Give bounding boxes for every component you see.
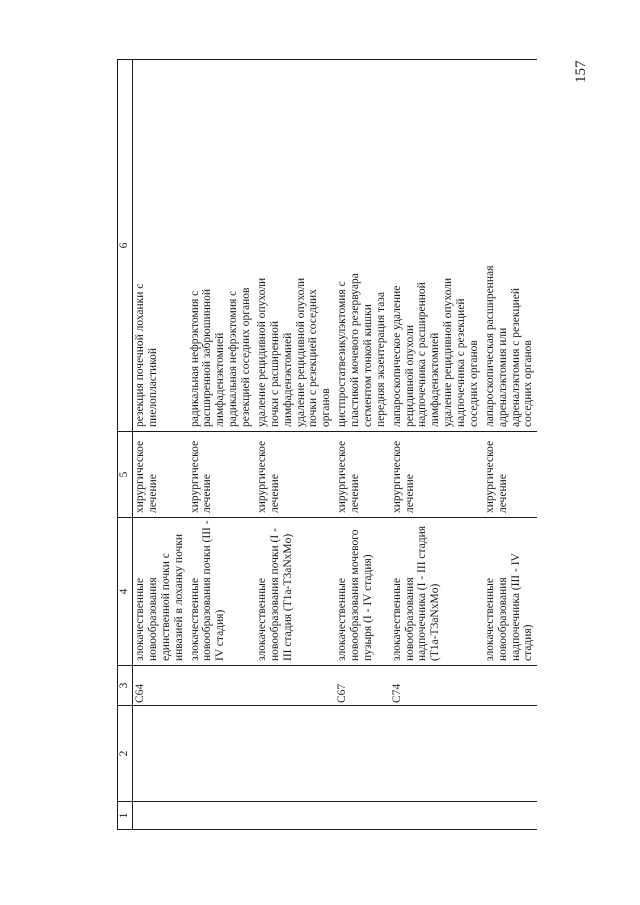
treatment-cell xyxy=(255,432,335,518)
table-row xyxy=(188,60,255,830)
method-line: сегментом тонкой кишки xyxy=(361,304,374,427)
table-row xyxy=(255,60,335,830)
method-line: пиелопластикой xyxy=(146,347,159,427)
method-line: резекцией соседних органов xyxy=(240,287,252,427)
method-cell xyxy=(255,60,335,432)
diagnosis-line: злокачественные xyxy=(188,578,201,661)
cell-col2 xyxy=(390,706,483,802)
diagnosis-cell xyxy=(255,518,335,666)
method-line: органов xyxy=(320,388,333,427)
icd-code: C64 xyxy=(133,666,188,706)
column-header: 4 xyxy=(118,518,133,666)
diagnosis-line: надпочечника (III - IV xyxy=(509,553,522,661)
treatment-cell xyxy=(335,432,390,518)
method-line: расширенной забрюшинной xyxy=(201,289,214,427)
treatment-line: хирургическое xyxy=(134,440,146,513)
diagnosis-line: новообразования мочевого xyxy=(349,529,361,661)
method-line: радикальная нефрэктомия с xyxy=(188,290,201,427)
method-line: передняя экзентерация таза xyxy=(374,292,387,427)
cell-col3 xyxy=(483,666,538,706)
diagnosis-line: новообразования почки (I - xyxy=(268,528,281,661)
diagnosis-line: новообразования xyxy=(496,577,509,661)
treatment-line: хирургическое xyxy=(390,440,403,513)
cell-col1 xyxy=(335,802,390,830)
method-line: надпочечника с резекцией xyxy=(455,298,467,427)
treatment-cell xyxy=(390,432,483,518)
treatment-line: лечение xyxy=(349,474,361,513)
method-line: резекция почечной лоханки с xyxy=(134,283,146,427)
diagnosis-cell xyxy=(335,518,390,666)
method-line: соседних органов xyxy=(467,340,480,427)
page-number: 157 xyxy=(573,60,589,83)
diagnosis-line: пузыря (I - IV стадия) xyxy=(361,554,374,661)
cell-col3 xyxy=(255,666,335,706)
diagnosis-line: инвазией в лоханку почки xyxy=(172,533,185,661)
method-line: цистпростатвезикулэктомия с xyxy=(336,281,349,427)
treatment-line: хирургическое xyxy=(188,440,201,513)
method-line: удаление рецидивной опухоли xyxy=(255,277,268,427)
method-cell xyxy=(133,60,188,432)
diagnosis-cell xyxy=(133,518,188,666)
method-line: почки с расширенной xyxy=(268,320,281,427)
method-line: лапароскопическая расширенная xyxy=(483,265,496,427)
diagnosis-line: единственной почки с xyxy=(159,553,172,661)
method-line: лимфаденэктомией xyxy=(281,332,294,427)
cell-col2 xyxy=(255,706,335,802)
icd-code: C67 xyxy=(335,666,390,706)
treatment-cell xyxy=(483,432,538,518)
cell-col2 xyxy=(133,706,188,802)
column-header: 6 xyxy=(118,60,133,432)
method-line: лимфаденэктомией xyxy=(214,332,227,427)
method-line: почки с резекцией соседних xyxy=(307,289,320,427)
procedures-table xyxy=(117,59,537,830)
cell-col2 xyxy=(188,706,255,802)
treatment-line: лечение xyxy=(403,474,416,513)
diagnosis-line: злокачественные xyxy=(390,578,403,661)
method-cell xyxy=(483,60,538,432)
treatment-line: лечение xyxy=(146,474,159,513)
diagnosis-cell xyxy=(390,518,483,666)
table-row xyxy=(390,60,483,830)
cell-col1 xyxy=(483,802,538,830)
treatment-line: хирургическое xyxy=(483,440,496,513)
diagnosis-line: злокачественные xyxy=(134,578,146,661)
diagnosis-cell xyxy=(483,518,538,666)
treatment-line: лечение xyxy=(496,474,509,513)
header-row xyxy=(118,60,133,830)
method-line: радикальная нефрэктомия с xyxy=(227,290,240,427)
diagnosis-line: надпочечника (I - III стадия xyxy=(416,525,429,661)
method-cell xyxy=(390,60,483,432)
column-header: 2 xyxy=(118,706,133,802)
method-line: удаление рецидивной опухоли xyxy=(442,277,455,427)
column-header: 5 xyxy=(118,432,133,518)
diagnosis-line: новообразования почки (III - xyxy=(201,520,214,661)
cell-col2 xyxy=(335,706,390,802)
treatment-cell xyxy=(133,432,188,518)
column-header: 3 xyxy=(118,666,133,706)
treatment-cell xyxy=(188,432,255,518)
cell-col1 xyxy=(390,802,483,830)
diagnosis-line: злокачественные xyxy=(336,578,349,661)
treatment-line: хирургическое xyxy=(255,440,268,513)
method-line: адреналэктомия с резекцией xyxy=(509,287,522,427)
diagnosis-line: IV стадия) xyxy=(214,609,227,661)
diagnosis-cell xyxy=(188,518,255,666)
method-line: лимфаденэктомией xyxy=(429,332,442,427)
method-line: удаление рецидивной опухоли xyxy=(294,277,307,427)
method-cell xyxy=(335,60,390,432)
column-header: 1 xyxy=(118,802,133,830)
method-line: надпочечника с расширенной xyxy=(416,282,429,427)
method-cell xyxy=(188,60,255,432)
icd-code: C74 xyxy=(390,666,483,706)
diagnosis-line: III стадия (T1a-T3aNxMo) xyxy=(281,533,294,661)
treatment-line: лечение xyxy=(201,474,214,513)
method-line: адреналэктомия или xyxy=(496,327,509,427)
table-row xyxy=(335,60,390,830)
table-row xyxy=(133,60,188,830)
diagnosis-line: новообразования xyxy=(146,577,159,661)
method-line: рецидивной опухоли xyxy=(403,325,416,427)
method-line: пластикой мочевого резервуара xyxy=(349,273,361,427)
cell-col3 xyxy=(188,666,255,706)
method-line: соседних органов xyxy=(522,340,535,427)
rotated-table-container xyxy=(117,0,622,830)
diagnosis-line: (T1a-T3aNxMo) xyxy=(429,583,442,661)
cell-col1 xyxy=(133,802,188,830)
cell-col2 xyxy=(483,706,538,802)
treatment-line: лечение xyxy=(268,474,281,513)
diagnosis-line: злокачественные xyxy=(255,578,268,661)
cell-col1 xyxy=(255,802,335,830)
diagnosis-line: злокачественные xyxy=(483,578,496,661)
method-line: лапароскопическое удаление xyxy=(390,285,403,427)
treatment-line: хирургическое xyxy=(336,440,349,513)
table-row xyxy=(483,60,538,830)
diagnosis-line: новообразования xyxy=(403,577,416,661)
diagnosis-line: стадия) xyxy=(522,624,535,661)
cell-col1 xyxy=(188,802,255,830)
